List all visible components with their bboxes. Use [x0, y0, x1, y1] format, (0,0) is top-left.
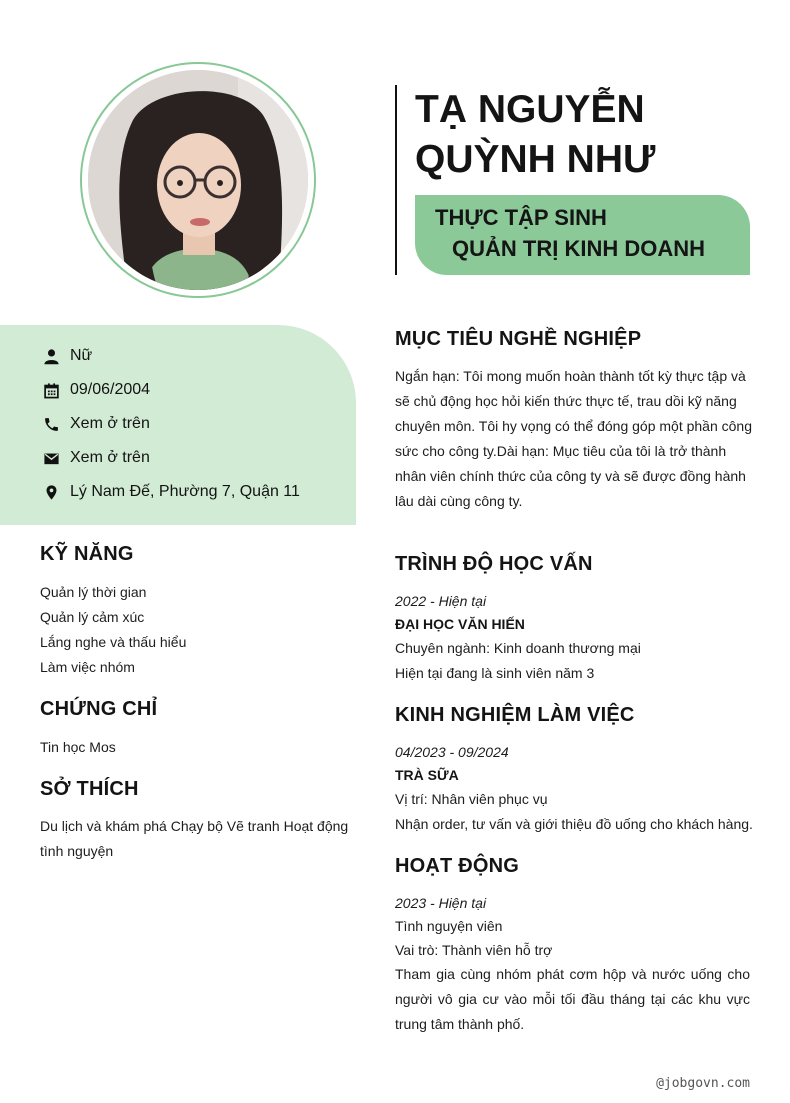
education-school: ĐẠI HỌC VĂN HIẾN — [395, 616, 525, 632]
objective-line: Ngắn hạn: Tôi mong muốn hoàn thành tốt kỳ thực tập và — [395, 368, 746, 384]
job-title-line-1: THỰC TẬP SINH — [435, 205, 607, 230]
skill-item: Lắng nghe và thấu hiểu — [40, 634, 187, 650]
name-accent-bar — [395, 85, 397, 275]
objective-text — [395, 364, 755, 514]
avatar — [88, 70, 308, 290]
contact-phone-text: Xem ở trên — [70, 415, 150, 432]
contact-address — [43, 480, 300, 504]
experience-heading: KINH NGHIỆM LÀM VIỆC — [395, 704, 635, 726]
hobbies-line: tình nguyện — [40, 843, 114, 859]
activities-text — [395, 962, 750, 1037]
contact-phone — [43, 412, 150, 436]
education-period: 2022 - Hiện tại — [395, 593, 487, 609]
calendar-icon — [43, 382, 60, 399]
activities-org: Tình nguyện viên — [395, 918, 503, 934]
objective-line: chuyên môn. Tôi hy vọng có thể đóng góp một phần công — [395, 418, 752, 434]
skill-item: Làm việc nhóm — [40, 659, 135, 675]
location-pin-icon — [43, 484, 60, 501]
contact-email — [43, 446, 150, 470]
hobbies-heading: SỞ THÍCH — [40, 778, 139, 800]
experience-detail: Vị trí: Nhân viên phục vụ — [395, 791, 548, 807]
contact-gender-text: Nữ — [70, 347, 93, 364]
objective-heading: MỤC TIÊU NGHỀ NGHIỆP — [395, 328, 642, 350]
objective-line: lâu dài cùng công ty. — [395, 493, 523, 509]
phone-icon — [43, 416, 60, 433]
person-icon — [43, 348, 60, 365]
contact-birthdate-text: 09/06/2004 — [70, 381, 151, 398]
activities-line: Tham gia cùng nhóm phát cơm hộp và nước uống cho — [395, 966, 750, 982]
experience-period: 04/2023 - 09/2024 — [395, 744, 509, 760]
contact-address-text: Lý Nam Đế, Phường 7, Quận 11 — [70, 483, 300, 500]
skill-item: Quản lý cảm xúc — [40, 609, 145, 625]
experience-company: TRÀ SỮA — [395, 767, 459, 783]
name-line-2: QUỲNH NHƯ — [415, 138, 656, 181]
hobbies-text — [40, 814, 350, 864]
candidate-name — [415, 85, 775, 185]
contact-email-text: Xem ở trên — [70, 449, 150, 466]
activities-heading: HOẠT ĐỘNG — [395, 855, 520, 877]
objective-line: nhân viên chính thức của công ty và sẽ được đồng hành — [395, 468, 746, 484]
activities-period: 2023 - Hiện tại — [395, 895, 487, 911]
activities-line: trung tâm thành phố. — [395, 1016, 525, 1032]
education-detail: Hiện tại đang là sinh viên năm 3 — [395, 665, 595, 681]
objective-line: sẽ chủ động học hỏi kiến thức thực tế, trau dồi kỹ năng — [395, 393, 737, 409]
objective-line: sức cho công ty.Dài hạn: Mục tiêu của tôi là trở thành — [395, 443, 727, 459]
education-heading: TRÌNH ĐỘ HỌC VẤN — [395, 553, 593, 575]
activities-line: người vô gia cư vào mỗi tối đầu tháng tại các khu vực — [395, 991, 750, 1007]
education-detail: Chuyên ngành: Kinh doanh thương mại — [395, 640, 641, 656]
skill-item: Quản lý thời gian — [40, 584, 147, 600]
name-line-1: TẠ NGUYỄN — [415, 88, 645, 131]
watermark: @jobgovn.com — [656, 1076, 750, 1091]
certificate-item: Tin học Mos — [40, 739, 116, 755]
experience-detail: Nhận order, tư vấn và giới thiệu đồ uống cho khách hàng. — [395, 816, 753, 832]
skills-heading: KỸ NĂNG — [40, 543, 134, 565]
contact-birthdate — [43, 378, 150, 402]
hobbies-line: Du lịch và khám phá Chạy bộ Vẽ tranh Hoạt động — [40, 818, 349, 834]
portrait-photo — [88, 70, 308, 290]
contact-gender — [43, 344, 92, 368]
certificates-heading: CHỨNG CHỈ — [40, 698, 158, 720]
activities-role: Vai trò: Thành viên hỗ trợ — [395, 942, 553, 958]
job-title-line-2: QUẢN TRỊ KINH DOANH — [452, 236, 705, 261]
mail-icon — [43, 450, 60, 467]
